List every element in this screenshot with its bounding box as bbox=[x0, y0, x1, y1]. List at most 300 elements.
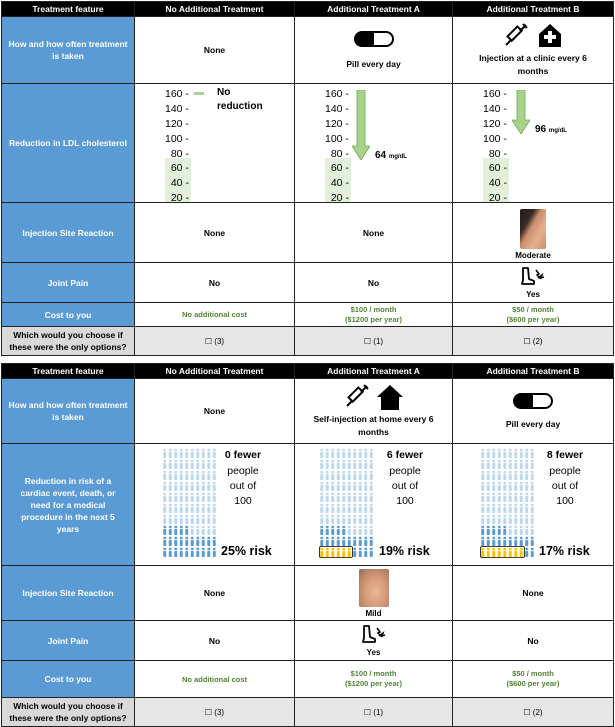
person-icon bbox=[359, 482, 362, 491]
person-icon bbox=[364, 482, 367, 491]
choice-a-checkbox[interactable]: ☐ (1) bbox=[295, 698, 453, 727]
person-icon bbox=[481, 460, 484, 469]
person-icon bbox=[174, 449, 177, 458]
person-icon bbox=[487, 449, 490, 458]
ldl-none bbox=[135, 84, 295, 203]
choice-b-checkbox[interactable]: ☐ (2) bbox=[453, 327, 614, 356]
axis-tick-label: 40 - bbox=[488, 177, 507, 190]
person-icon bbox=[348, 449, 351, 458]
person-icon bbox=[503, 548, 506, 557]
header-treatment-a: Additional Treatment A bbox=[295, 2, 453, 17]
person-icon bbox=[503, 515, 506, 524]
highlight-box bbox=[320, 547, 353, 558]
person-icon bbox=[520, 460, 523, 469]
frequency-b-text: Pill every day bbox=[505, 419, 561, 429]
person-icon bbox=[342, 515, 345, 524]
person-icon bbox=[487, 548, 490, 557]
person-icon bbox=[185, 493, 188, 502]
person-icon bbox=[202, 515, 205, 524]
axis-tick-label: 100 - bbox=[483, 132, 507, 145]
person-icon bbox=[174, 526, 177, 535]
pill-icon bbox=[513, 393, 553, 411]
person-icon bbox=[180, 526, 183, 535]
axis-tick-label: 140 - bbox=[325, 102, 349, 115]
joint-b: No bbox=[453, 621, 614, 661]
person-icon bbox=[525, 449, 528, 458]
person-icon bbox=[213, 504, 216, 513]
person-icon bbox=[498, 526, 501, 535]
risk-b-rest: people out of 100 bbox=[549, 465, 581, 507]
joint-none: No bbox=[135, 263, 295, 303]
person-icon bbox=[509, 460, 512, 469]
person-icon bbox=[320, 471, 323, 480]
choice-a-checkbox[interactable]: ☐ (1) bbox=[295, 327, 453, 356]
home-icon bbox=[376, 383, 404, 411]
person-icon bbox=[514, 548, 517, 557]
row-label-frequency: How and how often treatment is taken bbox=[2, 17, 135, 84]
person-icon bbox=[498, 493, 501, 502]
cost-a bbox=[295, 661, 453, 698]
person-icon bbox=[370, 504, 373, 513]
person-icon bbox=[320, 548, 323, 557]
person-icon bbox=[370, 449, 373, 458]
person-icon bbox=[520, 482, 523, 491]
person-icon bbox=[348, 493, 351, 502]
person-icon bbox=[196, 537, 199, 546]
person-icon bbox=[481, 548, 484, 557]
person-icon bbox=[180, 471, 183, 480]
ldl-axis-none bbox=[165, 87, 189, 206]
person-icon bbox=[481, 482, 484, 491]
person-icon bbox=[320, 460, 323, 469]
person-icon bbox=[348, 460, 351, 469]
person-icon bbox=[202, 460, 205, 469]
person-icon bbox=[196, 460, 199, 469]
person-icon bbox=[498, 460, 501, 469]
risk-a-fewer: 6 fewer bbox=[386, 449, 424, 461]
person-icon bbox=[207, 504, 210, 513]
person-icon bbox=[487, 537, 490, 546]
person-icon bbox=[520, 526, 523, 535]
person-icon bbox=[498, 548, 501, 557]
person-icon bbox=[364, 548, 367, 557]
pill-icon bbox=[354, 31, 394, 49]
person-icon bbox=[207, 471, 210, 480]
axis-tick-label: 160 - bbox=[325, 88, 349, 100]
person-icon bbox=[163, 471, 166, 480]
person-icon bbox=[492, 504, 495, 513]
person-icon bbox=[531, 537, 534, 546]
person-icon bbox=[174, 548, 177, 557]
person-icon bbox=[370, 460, 373, 469]
person-icon bbox=[487, 515, 490, 524]
person-icon bbox=[359, 548, 362, 557]
person-icon bbox=[331, 515, 334, 524]
header-no-treatment: No Additional Treatment bbox=[135, 364, 295, 379]
person-icon bbox=[326, 449, 329, 458]
axis-tick-label: 140 - bbox=[165, 102, 189, 115]
person-icon bbox=[520, 493, 523, 502]
axis-tick-label: 120 - bbox=[483, 117, 507, 130]
person-icon bbox=[503, 471, 506, 480]
person-icon bbox=[514, 449, 517, 458]
person-icon bbox=[364, 493, 367, 502]
person-icon bbox=[213, 537, 216, 546]
no-change-marker bbox=[194, 92, 204, 95]
row-label-injection: Injection Site Reaction bbox=[2, 203, 135, 263]
person-icon bbox=[337, 460, 340, 469]
cost-b-monthly: $50 / month bbox=[512, 304, 554, 314]
person-icon bbox=[509, 548, 512, 557]
person-icon bbox=[503, 493, 506, 502]
person-icon bbox=[174, 504, 177, 513]
person-icon bbox=[191, 526, 194, 535]
person-icon bbox=[520, 515, 523, 524]
person-icon bbox=[185, 537, 188, 546]
person-icon bbox=[364, 460, 367, 469]
person-icon bbox=[359, 504, 362, 513]
cost-a-monthly: $100 / month bbox=[350, 669, 397, 678]
row-label-joint: Joint Pain bbox=[2, 621, 135, 661]
person-icon bbox=[163, 460, 166, 469]
person-icon bbox=[353, 493, 356, 502]
person-icon bbox=[492, 482, 495, 491]
person-icon bbox=[353, 548, 356, 557]
frequency-b bbox=[453, 17, 614, 84]
person-icon bbox=[337, 515, 340, 524]
person-icon bbox=[337, 504, 340, 513]
person-icon bbox=[492, 449, 495, 458]
person-icon bbox=[498, 449, 501, 458]
person-icon bbox=[364, 526, 367, 535]
person-icon bbox=[320, 504, 323, 513]
person-icon bbox=[174, 460, 177, 469]
ldl-a bbox=[295, 84, 453, 203]
person-icon bbox=[180, 482, 183, 491]
person-icon bbox=[503, 526, 506, 535]
person-icon bbox=[481, 515, 484, 524]
icon-array-none bbox=[162, 448, 218, 560]
person-icon bbox=[331, 504, 334, 513]
person-icon bbox=[196, 449, 199, 458]
person-icon bbox=[191, 449, 194, 458]
person-icon bbox=[498, 515, 501, 524]
person-icon bbox=[481, 537, 484, 546]
person-icon bbox=[331, 471, 334, 480]
cost-b bbox=[453, 303, 614, 327]
person-icon bbox=[174, 482, 177, 491]
person-icon bbox=[207, 493, 210, 502]
person-icon bbox=[359, 449, 362, 458]
header-treatment-a: Additional Treatment A bbox=[295, 364, 453, 379]
person-icon bbox=[348, 548, 351, 557]
axis-tick-label: 100 - bbox=[165, 132, 189, 145]
cost-none: No additional cost bbox=[135, 303, 295, 327]
row-label-frequency: How and how often treatment is taken bbox=[2, 379, 135, 444]
person-icon bbox=[481, 526, 484, 535]
person-icon bbox=[185, 460, 188, 469]
person-icon bbox=[320, 449, 323, 458]
person-icon bbox=[531, 493, 534, 502]
injection-site-photo bbox=[520, 209, 546, 249]
axis-tick-label: 100 - bbox=[325, 132, 349, 145]
person-icon bbox=[342, 493, 345, 502]
person-icon bbox=[531, 449, 534, 458]
frequency-b bbox=[453, 379, 614, 444]
person-icon bbox=[337, 449, 340, 458]
person-icon bbox=[359, 471, 362, 480]
ldl-b bbox=[453, 84, 614, 203]
person-icon bbox=[342, 537, 345, 546]
injection-a-text: Mild bbox=[365, 608, 382, 618]
person-icon bbox=[364, 471, 367, 480]
header-treatment-b: Additional Treatment B bbox=[453, 2, 614, 17]
person-icon bbox=[207, 460, 210, 469]
person-icon bbox=[353, 482, 356, 491]
person-icon bbox=[191, 537, 194, 546]
person-icon bbox=[202, 504, 205, 513]
comparison-table-1 bbox=[1, 1, 614, 356]
person-icon bbox=[525, 460, 528, 469]
icon-array-b bbox=[480, 448, 536, 560]
person-icon bbox=[364, 449, 367, 458]
header-feature: Treatment feature bbox=[2, 2, 135, 17]
person-icon bbox=[498, 504, 501, 513]
choice-b-checkbox[interactable]: ☐ (2) bbox=[453, 698, 614, 727]
person-icon bbox=[492, 515, 495, 524]
frequency-a-text: Self-injection at home every 6 months bbox=[313, 414, 434, 437]
risk-none-rest: people out of 100 bbox=[227, 465, 259, 507]
person-icon bbox=[337, 482, 340, 491]
person-icon bbox=[520, 449, 523, 458]
risk-b-percent: 17% risk bbox=[539, 544, 590, 558]
person-icon bbox=[364, 515, 367, 524]
person-icon bbox=[202, 537, 205, 546]
person-icon bbox=[185, 515, 188, 524]
axis-tick-label: 20 - bbox=[170, 192, 189, 205]
person-icon bbox=[348, 537, 351, 546]
person-icon bbox=[207, 548, 210, 557]
person-icon bbox=[509, 504, 512, 513]
person-icon bbox=[185, 504, 188, 513]
person-icon bbox=[514, 460, 517, 469]
person-icon bbox=[196, 482, 199, 491]
person-icon bbox=[509, 449, 512, 458]
person-icon bbox=[202, 493, 205, 502]
person-icon bbox=[213, 515, 216, 524]
row-label-cost: Cost to you bbox=[2, 303, 135, 327]
person-icon bbox=[202, 548, 205, 557]
person-icon bbox=[163, 515, 166, 524]
axis-tick-label: 80 - bbox=[488, 147, 507, 160]
person-icon bbox=[509, 482, 512, 491]
person-icon bbox=[331, 526, 334, 535]
person-icon bbox=[331, 493, 334, 502]
person-icon bbox=[331, 537, 334, 546]
person-icon bbox=[169, 449, 172, 458]
person-icon bbox=[163, 449, 166, 458]
person-icon bbox=[326, 504, 329, 513]
person-icon bbox=[370, 515, 373, 524]
person-icon bbox=[191, 515, 194, 524]
person-icon bbox=[337, 526, 340, 535]
person-icon bbox=[370, 537, 373, 546]
row-label-choice: Which would you choose if these were the only options? bbox=[2, 698, 135, 727]
risk-a-percent: 19% risk bbox=[379, 544, 430, 558]
person-icon bbox=[492, 537, 495, 546]
frequency-none: None bbox=[135, 17, 295, 84]
person-icon bbox=[364, 504, 367, 513]
person-icon bbox=[331, 548, 334, 557]
person-icon bbox=[180, 537, 183, 546]
frequency-a bbox=[295, 17, 453, 84]
person-icon bbox=[169, 482, 172, 491]
person-icon bbox=[348, 515, 351, 524]
person-icon bbox=[353, 449, 356, 458]
person-icon bbox=[342, 548, 345, 557]
person-icon bbox=[353, 471, 356, 480]
person-icon bbox=[326, 526, 329, 535]
person-icon bbox=[514, 515, 517, 524]
icon-array-a bbox=[319, 448, 375, 560]
axis-tick-label: 60 - bbox=[170, 162, 189, 175]
person-icon bbox=[180, 504, 183, 513]
person-icon bbox=[180, 460, 183, 469]
axis-tick-label: 160 - bbox=[483, 88, 507, 100]
cost-b-monthly: $50 / month bbox=[512, 669, 554, 678]
frequency-a-text: Pill every day bbox=[346, 59, 401, 69]
person-icon bbox=[498, 471, 501, 480]
person-icon bbox=[525, 515, 528, 524]
person-icon bbox=[337, 471, 340, 480]
person-icon bbox=[531, 548, 534, 557]
injection-a bbox=[295, 566, 453, 621]
header-no-treatment: No Additional Treatment bbox=[135, 2, 295, 17]
cost-none: No additional cost bbox=[135, 661, 295, 698]
person-icon bbox=[359, 537, 362, 546]
person-icon bbox=[487, 504, 490, 513]
person-icon bbox=[196, 526, 199, 535]
person-icon bbox=[359, 460, 362, 469]
person-icon bbox=[163, 504, 166, 513]
person-icon bbox=[370, 471, 373, 480]
comparison-table-2 bbox=[1, 363, 614, 727]
person-icon bbox=[163, 548, 166, 557]
person-icon bbox=[191, 482, 194, 491]
row-label-choice: Which would you choose if these were the only options? bbox=[2, 327, 135, 356]
choice-none-checkbox[interactable]: ☐ (3) bbox=[135, 327, 295, 356]
person-icon bbox=[353, 504, 356, 513]
frequency-b-text: Injection at a clinic every 6 months bbox=[479, 53, 587, 76]
person-icon bbox=[481, 504, 484, 513]
person-icon bbox=[342, 482, 345, 491]
person-icon bbox=[531, 526, 534, 535]
person-icon bbox=[174, 537, 177, 546]
person-icon bbox=[514, 493, 517, 502]
person-icon bbox=[487, 482, 490, 491]
person-icon bbox=[364, 537, 367, 546]
person-icon bbox=[531, 504, 534, 513]
person-icon bbox=[207, 449, 210, 458]
axis-tick-label: 120 - bbox=[325, 117, 349, 130]
person-icon bbox=[531, 471, 534, 480]
choice-none-checkbox[interactable]: ☐ (3) bbox=[135, 698, 295, 727]
person-icon bbox=[342, 504, 345, 513]
person-icon bbox=[481, 449, 484, 458]
person-icon bbox=[213, 493, 216, 502]
row-label-risk: Reduction in risk of a cardiac event, death, or need for a medical procedure in the next 5 years bbox=[2, 444, 135, 566]
person-icon bbox=[331, 449, 334, 458]
person-icon bbox=[185, 471, 188, 480]
person-icon bbox=[174, 471, 177, 480]
person-icon bbox=[163, 526, 166, 535]
risk-none bbox=[135, 444, 295, 566]
person-icon bbox=[331, 482, 334, 491]
person-icon bbox=[207, 515, 210, 524]
injection-none: None bbox=[135, 203, 295, 263]
person-icon bbox=[487, 526, 490, 535]
person-icon bbox=[320, 493, 323, 502]
person-icon bbox=[342, 471, 345, 480]
axis-tick-label: 80 - bbox=[170, 147, 189, 160]
person-icon bbox=[509, 526, 512, 535]
person-icon bbox=[320, 537, 323, 546]
person-icon bbox=[213, 460, 216, 469]
person-icon bbox=[520, 471, 523, 480]
person-icon bbox=[320, 515, 323, 524]
person-icon bbox=[503, 460, 506, 469]
person-icon bbox=[359, 515, 362, 524]
person-icon bbox=[503, 537, 506, 546]
person-icon bbox=[163, 493, 166, 502]
cost-a bbox=[295, 303, 453, 327]
axis-tick-label: 60 - bbox=[488, 162, 507, 175]
risk-none-percent: 25% risk bbox=[221, 544, 272, 558]
person-icon bbox=[514, 526, 517, 535]
axis-tick-label: 140 - bbox=[483, 102, 507, 115]
person-icon bbox=[370, 526, 373, 535]
injection-site-photo bbox=[359, 569, 389, 607]
person-icon bbox=[202, 449, 205, 458]
person-icon bbox=[202, 526, 205, 535]
injection-b: None bbox=[453, 566, 614, 621]
person-icon bbox=[370, 493, 373, 502]
joint-a bbox=[295, 621, 453, 661]
row-label-joint: Joint Pain bbox=[2, 263, 135, 303]
person-icon bbox=[525, 526, 528, 535]
person-icon bbox=[509, 493, 512, 502]
person-icon bbox=[213, 548, 216, 557]
row-label-ldl: Reduction in LDL cholesterol bbox=[2, 84, 135, 203]
axis-tick-label: 20 - bbox=[330, 192, 349, 205]
person-icon bbox=[370, 548, 373, 557]
axis-tick-label: 160 - bbox=[165, 88, 189, 100]
person-icon bbox=[191, 471, 194, 480]
person-icon bbox=[498, 482, 501, 491]
person-icon bbox=[213, 471, 216, 480]
person-icon bbox=[498, 537, 501, 546]
clinic-icon bbox=[537, 22, 563, 48]
person-icon bbox=[525, 537, 528, 546]
injection-a: None bbox=[295, 203, 453, 263]
cost-a-yearly: ($1200 per year) bbox=[344, 314, 403, 324]
person-icon bbox=[196, 515, 199, 524]
injection-b-text: Moderate bbox=[515, 250, 551, 260]
person-icon bbox=[525, 482, 528, 491]
joint-b-text: Yes bbox=[526, 290, 540, 299]
person-icon bbox=[169, 515, 172, 524]
person-icon bbox=[169, 548, 172, 557]
